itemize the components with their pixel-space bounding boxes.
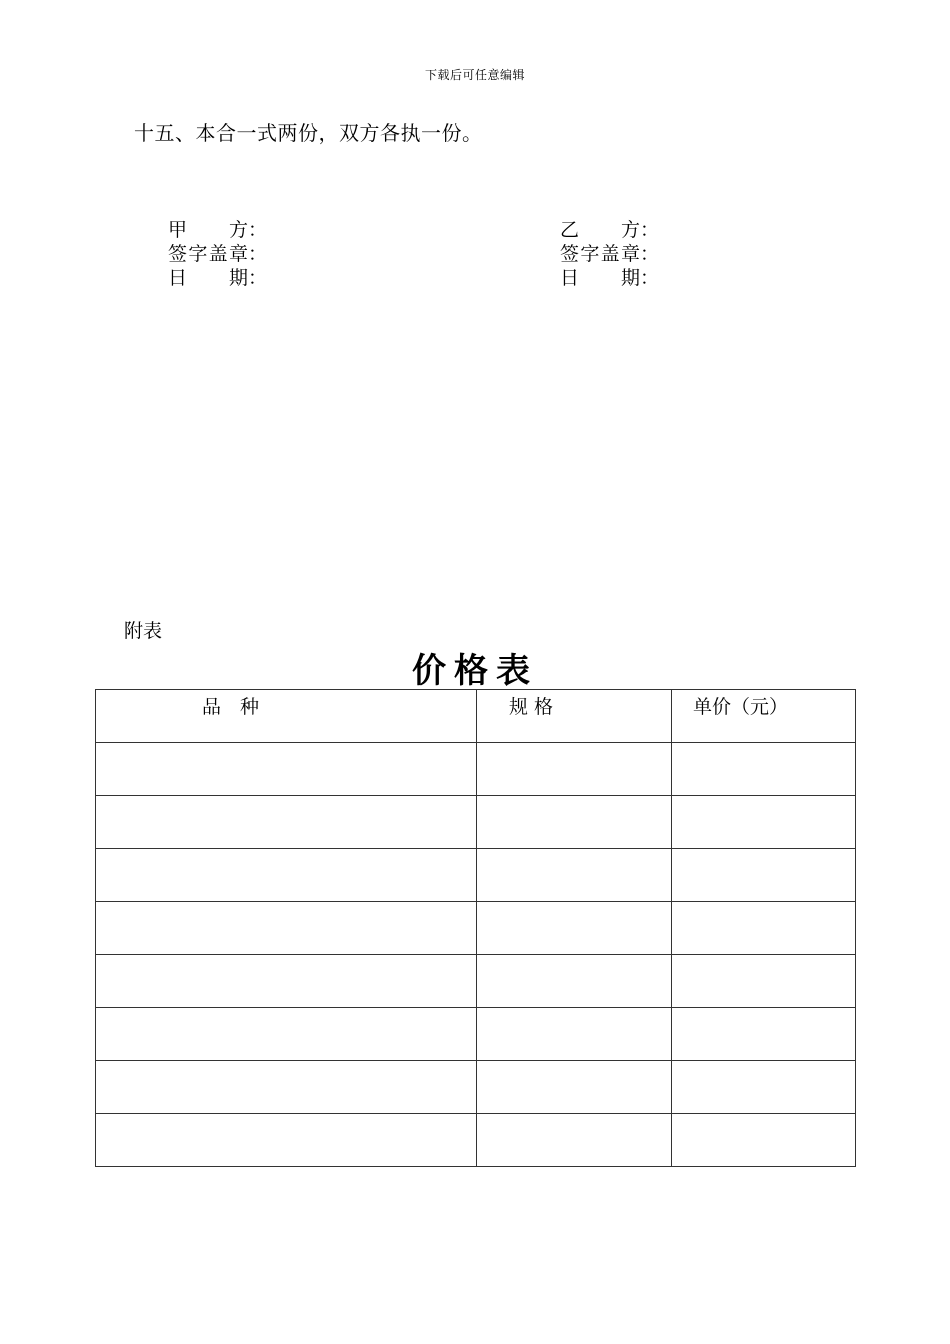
party-a-name-row: [168, 218, 268, 242]
colon: ：: [640, 219, 660, 241]
table-row: [96, 1114, 856, 1167]
table-cell[interactable]: [477, 796, 672, 849]
table-cell[interactable]: [96, 743, 477, 796]
table-cell[interactable]: [477, 902, 672, 955]
table-cell[interactable]: [477, 1061, 672, 1114]
table-cell[interactable]: [477, 849, 672, 902]
table-cell[interactable]: [477, 1114, 672, 1167]
table-cell[interactable]: [96, 1008, 477, 1061]
party-b-name-row: [560, 218, 660, 242]
table-cell[interactable]: [672, 849, 856, 902]
header-note: 下载后可任意编辑: [424, 68, 525, 82]
party-a-date-row: [168, 266, 268, 290]
colon: ：: [248, 219, 268, 241]
table-cell[interactable]: [672, 902, 856, 955]
table-cell[interactable]: [96, 849, 477, 902]
party-b-date-row: [560, 266, 660, 290]
appendix-label: 附表: [124, 620, 163, 642]
table-row: [96, 743, 856, 796]
price-table: [95, 689, 856, 1167]
table-cell[interactable]: [477, 1008, 672, 1061]
table-row: [96, 796, 856, 849]
table-cell[interactable]: [96, 955, 477, 1008]
party-b-signature-block: [560, 218, 660, 290]
table-row: [96, 849, 856, 902]
colon: ：: [248, 267, 268, 289]
table-cell[interactable]: [96, 1114, 477, 1167]
table-cell[interactable]: [672, 796, 856, 849]
header-unit-price: 单价（元）: [672, 690, 856, 743]
table-cell[interactable]: [672, 1061, 856, 1114]
table-cell[interactable]: [477, 955, 672, 1008]
header-variety: 品 种: [96, 690, 477, 743]
table-body: [96, 743, 856, 1167]
table-cell[interactable]: [96, 902, 477, 955]
table-row: [96, 1061, 856, 1114]
table-row: [96, 1008, 856, 1061]
table-cell[interactable]: [672, 1008, 856, 1061]
table-cell[interactable]: [672, 955, 856, 1008]
header-spec: 规 格: [477, 690, 672, 743]
party-a-date-label: 日 期: [168, 267, 248, 289]
table-row: [96, 902, 856, 955]
clause-fifteen: 十五、本合一式两份，双方各执一份。: [134, 121, 483, 145]
table-row: [96, 955, 856, 1008]
table-cell[interactable]: [672, 1114, 856, 1167]
table-cell[interactable]: [672, 743, 856, 796]
colon: ：: [640, 267, 660, 289]
table-title: 价格表: [412, 651, 538, 691]
colon: ：: [640, 243, 660, 265]
party-b-seal-row: [560, 242, 660, 266]
party-b-date-label: 日 期: [560, 267, 640, 289]
table-cell[interactable]: [477, 743, 672, 796]
table-cell[interactable]: [96, 1061, 477, 1114]
party-a-seal-label: 签 字 盖 章: [168, 243, 248, 265]
party-a-seal-row: [168, 242, 268, 266]
colon: ：: [248, 243, 268, 265]
table-header-row: [96, 690, 856, 743]
table-cell[interactable]: [96, 796, 477, 849]
party-a-signature-block: [168, 218, 268, 290]
party-a-label: 甲 方: [168, 219, 248, 241]
party-b-label: 乙 方: [560, 219, 640, 241]
party-b-seal-label: 签 字 盖 章: [560, 243, 640, 265]
